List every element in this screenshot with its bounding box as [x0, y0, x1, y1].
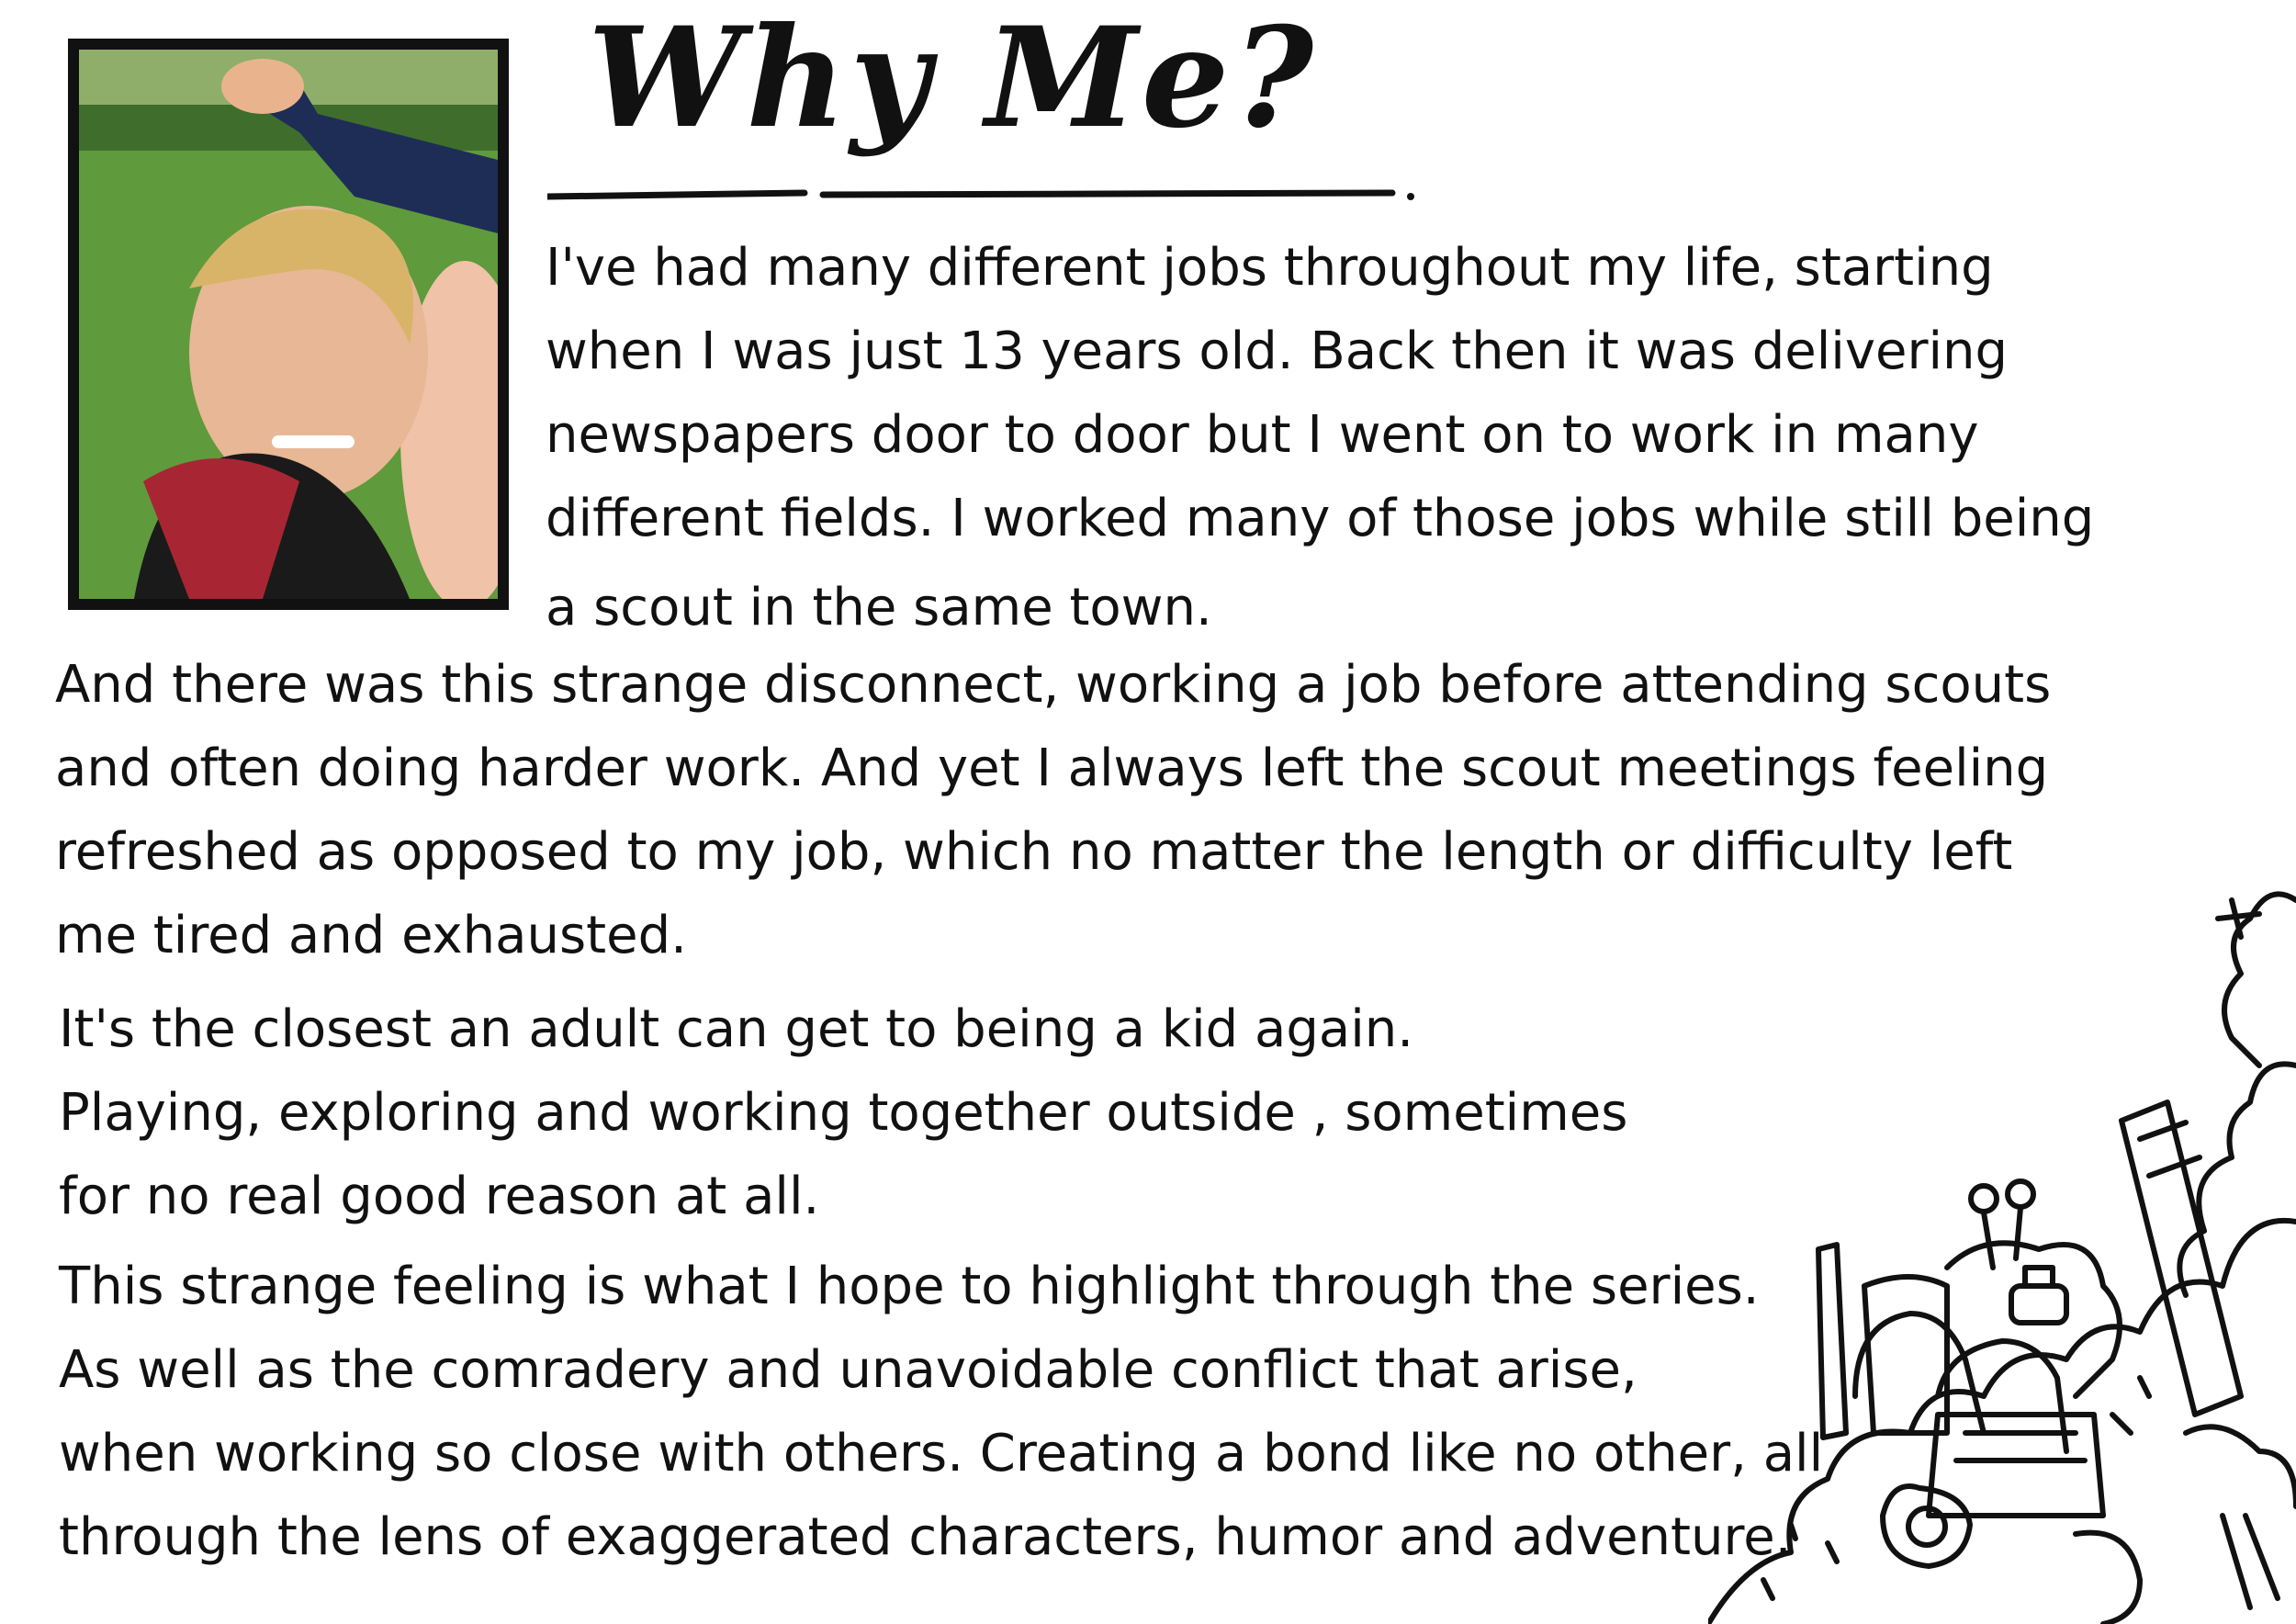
paragraph-series-goal — [59, 1245, 1823, 1579]
text-line: different fields. I worked many of those jobs while still being — [546, 489, 2095, 548]
text-line: when working so close with others. Creating a bond like no other, all — [59, 1424, 1824, 1483]
text-line: I've had many different jobs throughout my life, starting — [546, 238, 1994, 298]
photo-illustration — [79, 50, 498, 599]
paragraph-kid-again — [59, 987, 1627, 1238]
paragraph-intro — [546, 226, 2094, 649]
text-line: Playing, exploring and working together outside , sometimes — [59, 1083, 1628, 1143]
text-line: and often doing harder work. And yet I always left the scout meetings feeling — [55, 739, 2049, 798]
text-line: This strange feeling is what I hope to highlight through the series. — [59, 1257, 1760, 1316]
text-line: And there was this strange disconnect, working a job before attending scouts — [55, 655, 2052, 715]
text-line: a scout in the same town. — [546, 578, 1212, 637]
text-line: me tired and exhausted. — [55, 906, 687, 965]
text-line: newspapers door to door but I went on to work in many — [546, 405, 1979, 465]
text-line: As well as the comradery and unavoidable conflict that arise, — [59, 1340, 1638, 1400]
text-line: when I was just 13 years old. Back then it was delivering — [546, 321, 2009, 381]
text-line: for no real good reason at all. — [59, 1167, 820, 1226]
page-title: Why Me? — [588, 0, 1318, 159]
text-line: It's the closest an adult can get to being a kid again. — [59, 999, 1414, 1059]
title-underline — [547, 180, 1420, 208]
text-line: refreshed as opposed to my job, which no matter the length or difficulty left — [55, 822, 2013, 882]
text-line: through the lens of exaggerated characters, humor and adventure. — [59, 1507, 1792, 1567]
junk-pile-doodle — [1708, 882, 2296, 1624]
author-photo — [68, 39, 509, 610]
